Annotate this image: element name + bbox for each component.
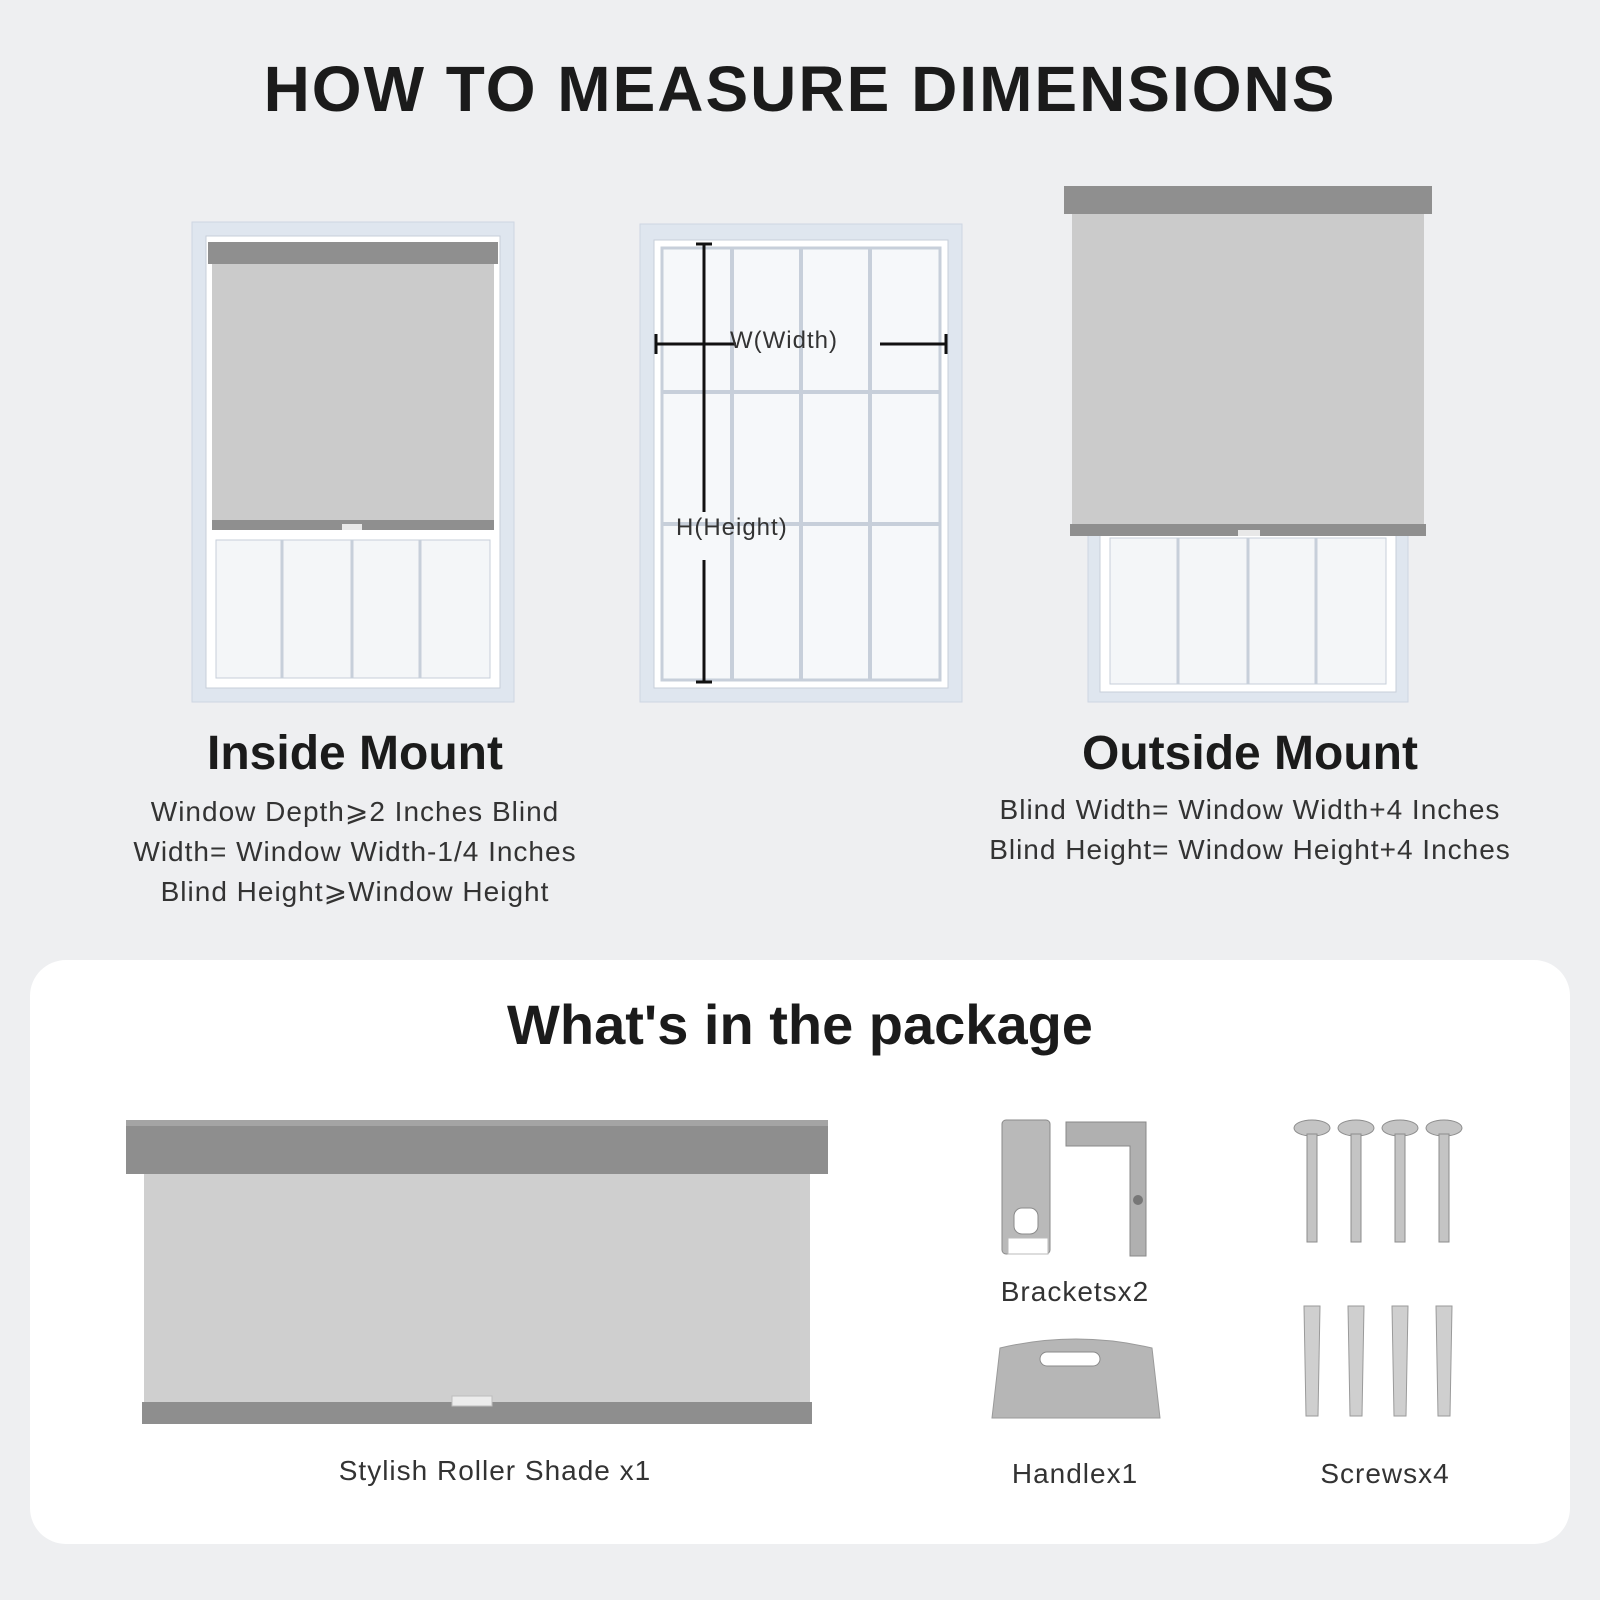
inside-mount-title: Inside Mount (207, 727, 503, 780)
inside-mount-line: Blind Height⩾Window Height (160, 876, 550, 907)
screws-image (1290, 1120, 1470, 1260)
inside-mount-line: Width= Window Width-1/4 Inches (133, 836, 577, 867)
measure-window-illustration (640, 224, 962, 702)
shade-caption: Stylish Roller Shade x1 (338, 1455, 652, 1486)
brackets-image (1000, 1120, 1150, 1256)
anchors-image (1290, 1306, 1470, 1422)
outside-mount-title: Outside Mount (1082, 727, 1418, 780)
outside-mount-description (950, 790, 1550, 870)
inside-mount-description (100, 792, 610, 912)
page-title: HOW TO MEASURE DIMENSIONS (263, 53, 1337, 125)
package-title: What's in the package (507, 993, 1093, 1056)
handle-caption: Handlex1 (1011, 1458, 1139, 1489)
inside-mount-line: Window Depth⩾2 Inches Blind (150, 796, 560, 827)
outside-mount-line: Blind Height= Window Height+4 Inches (989, 834, 1511, 865)
handle-image (992, 1334, 1160, 1422)
width-label: W(Width) (730, 327, 838, 354)
inside-mount-illustration (192, 222, 514, 702)
roller-shade-image (126, 1120, 828, 1426)
outside-mount-illustration (1064, 186, 1432, 702)
height-label: H(Height) (676, 514, 788, 541)
brackets-caption: Bracketsx2 (1000, 1276, 1150, 1307)
outside-mount-line: Blind Width= Window Width+4 Inches (999, 794, 1501, 825)
screws-caption: Screwsx4 (1320, 1458, 1450, 1489)
